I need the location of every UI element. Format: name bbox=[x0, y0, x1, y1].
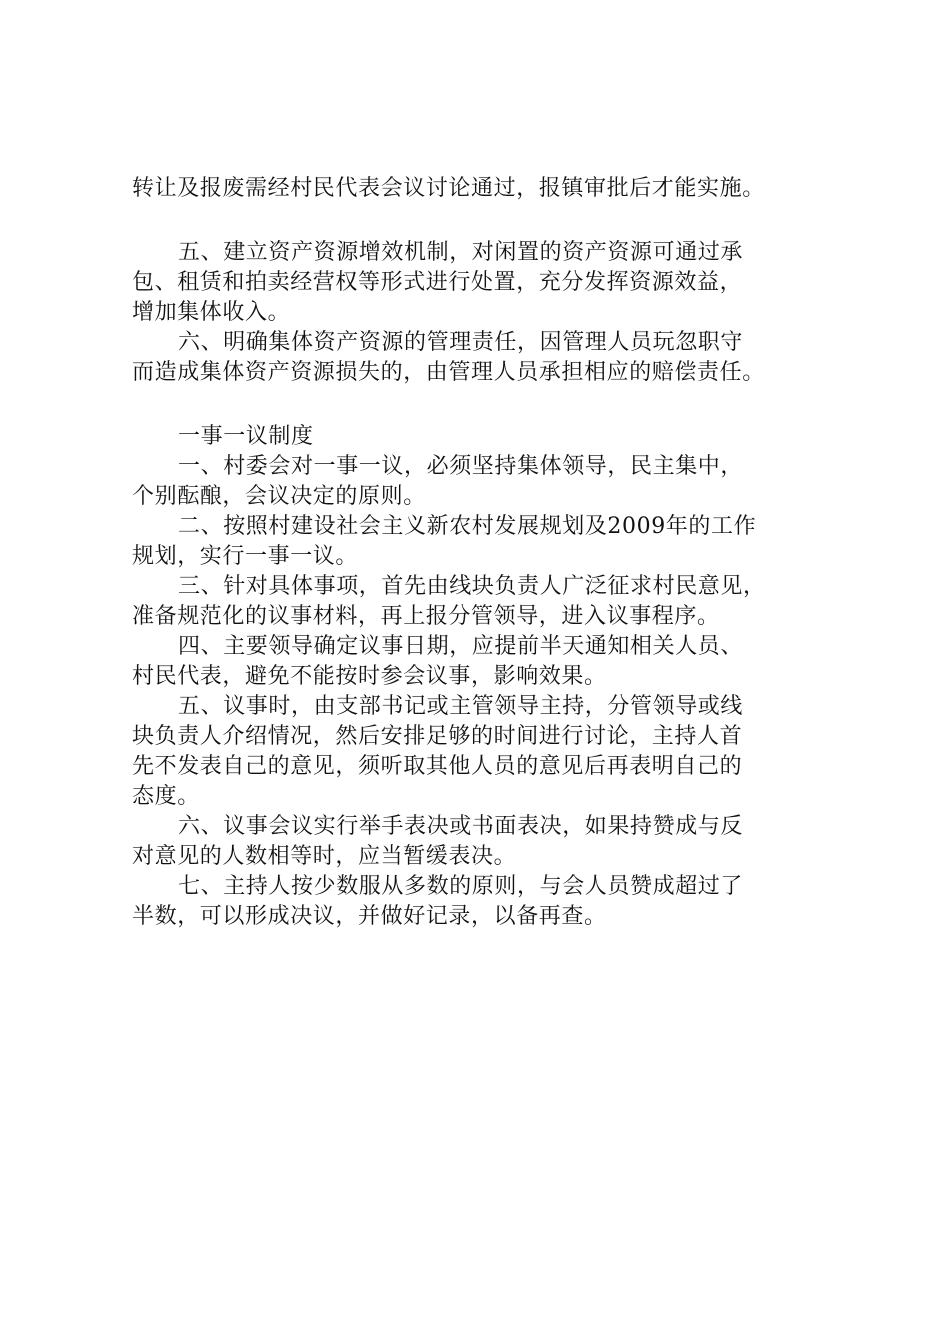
paragraph-line: 一、村委会对一事一议，必须坚持集体领导，民主集中， bbox=[178, 454, 744, 479]
paragraph-line: 态度。 bbox=[132, 784, 200, 809]
paragraph-line: 五、建立资产资源增效机制，对闲置的资产资源可通过承 bbox=[178, 240, 744, 265]
paragraph-line: 半数，可以形成决议，并做好记录，以备再查。 bbox=[132, 904, 607, 929]
rule-item-1 bbox=[132, 452, 844, 512]
paragraph-line: 七、主持人按少数服从多数的原则，与会人员赞成超过了 bbox=[178, 874, 744, 899]
paragraph-line: 六、明确集体资产资源的管理责任，因管理人员玩忽职守 bbox=[178, 330, 744, 355]
intro-line: 转让及报废需经村民代表会议讨论通过，报镇审批后才能实施。 bbox=[132, 176, 765, 201]
rule-item-2 bbox=[132, 512, 844, 572]
paragraph-line: 个别酝酿，会议决定的原则。 bbox=[132, 484, 426, 509]
paragraph-line: 二、按照村建设社会主义新农村发展规划及2009年的工作 bbox=[178, 514, 757, 539]
rule-item-4 bbox=[132, 632, 844, 692]
rule-item-7 bbox=[132, 872, 844, 932]
document-body bbox=[132, 174, 844, 932]
paragraph-line: 六、议事会议实行举手表决或书面表决，如果持赞成与反 bbox=[178, 814, 744, 839]
paragraph-line: 而造成集体资产资源损失的，由管理人员承担相应的赔偿责任。 bbox=[132, 360, 765, 385]
rule-item-5 bbox=[132, 692, 844, 812]
rule-item-3 bbox=[132, 572, 844, 632]
paragraph-line: 包、租赁和拍卖经营权等形式进行处置，充分发挥资源效益， bbox=[132, 270, 743, 295]
paragraph-line: 村民代表，避免不能按时参会议事，影响效果。 bbox=[132, 664, 607, 689]
paragraph-line: 四、主要领导确定议事日期，应提前半天通知相关人员、 bbox=[178, 634, 744, 659]
paragraph-line: 五、议事时，由支部书记或主管领导主持，分管领导或线 bbox=[178, 694, 744, 719]
paragraph-line: 先不发表自己的意见，须听取其他人员的意见后再表明自己的 bbox=[132, 754, 743, 779]
paragraph-line: 规划，实行一事一议。 bbox=[132, 544, 359, 569]
rule-item-6 bbox=[132, 812, 844, 872]
paragraph-gap bbox=[132, 388, 844, 422]
asset-item-6 bbox=[132, 328, 844, 388]
paragraph-line: 对意见的人数相等时，应当暂缓表决。 bbox=[132, 844, 517, 869]
asset-item-5 bbox=[132, 238, 844, 328]
paragraph-line: 块负责人介绍情况，然后安排足够的时间进行讨论，主持人首 bbox=[132, 724, 743, 749]
paragraph-gap bbox=[132, 204, 844, 238]
paragraph-line: 增加集体收入。 bbox=[132, 300, 291, 325]
paragraph-line: 准备规范化的议事材料，再上报分管领导，进入议事程序。 bbox=[132, 604, 720, 629]
section-title: 一事一议制度 bbox=[178, 424, 314, 449]
paragraph-line: 三、针对具体事项，首先由线块负责人广泛征求村民意见， bbox=[178, 574, 766, 599]
